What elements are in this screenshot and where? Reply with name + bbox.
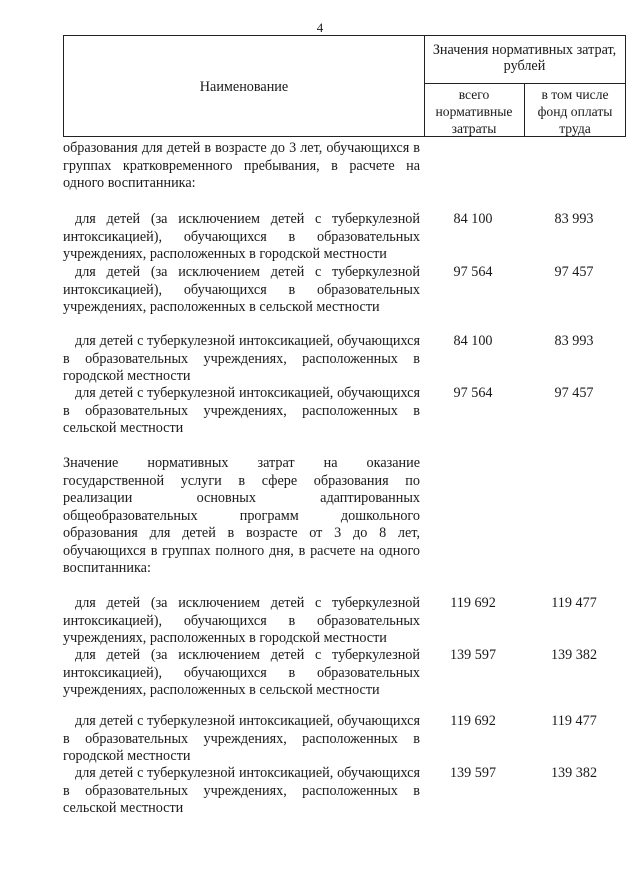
row-total-value: 119 692 [450, 713, 496, 729]
row-payroll-value: 97 457 [554, 264, 594, 280]
row-total-value: 139 597 [449, 647, 497, 663]
row-total-value: 139 597 [449, 765, 497, 781]
row-payroll-value: 119 477 [551, 713, 597, 729]
header-values-column: Значения нормативных затрат, рублей [432, 42, 617, 74]
row-payroll-value: 97 457 [554, 385, 594, 401]
row-description: для детей (за исключением детей с туберкулезной интоксикацией), обучающихся в образовательных учреждениях, расположенных в сельской местности [63, 264, 420, 315]
row-description: для детей (за исключением детей с туберкулезной интоксикацией), обучающихся в образовательных учреждениях, расположенных в городской местности [63, 595, 420, 646]
row-description: для детей с туберкулезной интоксикацией, обучающихся в образовательных учреждениях, расположенных в сельской местности [63, 765, 420, 816]
row-description: для детей с туберкулезной интоксикацией, обучающихся в образовательных учреждениях, расположенных в городской местности [63, 333, 420, 384]
row-description: образования для детей в возрасте до 3 лет, обучающихся в группах кратковременного пребывания, в расчете на одного воспитанника: [63, 140, 420, 191]
row-total-value: 84 100 [453, 211, 493, 227]
header-payroll-column: в том числе фонд оплаты труда [537, 87, 613, 136]
row-description: для детей (за исключением детей с туберкулезной интоксикацией), обучающихся в образовательных учреждениях, расположенных в городской местности [63, 211, 420, 262]
row-total-value: 119 692 [450, 595, 496, 611]
row-payroll-value: 83 993 [554, 333, 594, 349]
row-total-value: 84 100 [453, 333, 493, 349]
row-total-value: 97 564 [453, 385, 493, 401]
row-description: для детей (за исключением детей с туберкулезной интоксикацией), обучающихся в образовательных учреждениях, расположенных в сельской местности [63, 647, 420, 698]
row-description: Значение нормативных затрат на оказание государственной услуги в сфере образования по реализации основных адаптированных общеобразовательных программ дошкольного образования для детей в возрасте от 3 до 8 лет, обучающихся в группах полного дня, в расчете на одного воспитанника: [63, 455, 420, 576]
row-payroll-value: 119 477 [551, 595, 597, 611]
page-number: 4 [316, 20, 324, 35]
header-name-column: Наименование [199, 79, 289, 95]
row-description: для детей с туберкулезной интоксикацией, обучающихся в образовательных учреждениях, расположенных в сельской местности [63, 385, 420, 436]
row-payroll-value: 139 382 [550, 765, 598, 781]
row-description: для детей с туберкулезной интоксикацией, обучающихся в образовательных учреждениях, расположенных в городской местности [63, 713, 420, 764]
row-payroll-value: 139 382 [550, 647, 598, 663]
table-header [63, 35, 626, 137]
row-payroll-value: 83 993 [554, 211, 594, 227]
header-total-column: всего нормативные затраты [435, 87, 513, 136]
row-total-value: 97 564 [453, 264, 493, 280]
